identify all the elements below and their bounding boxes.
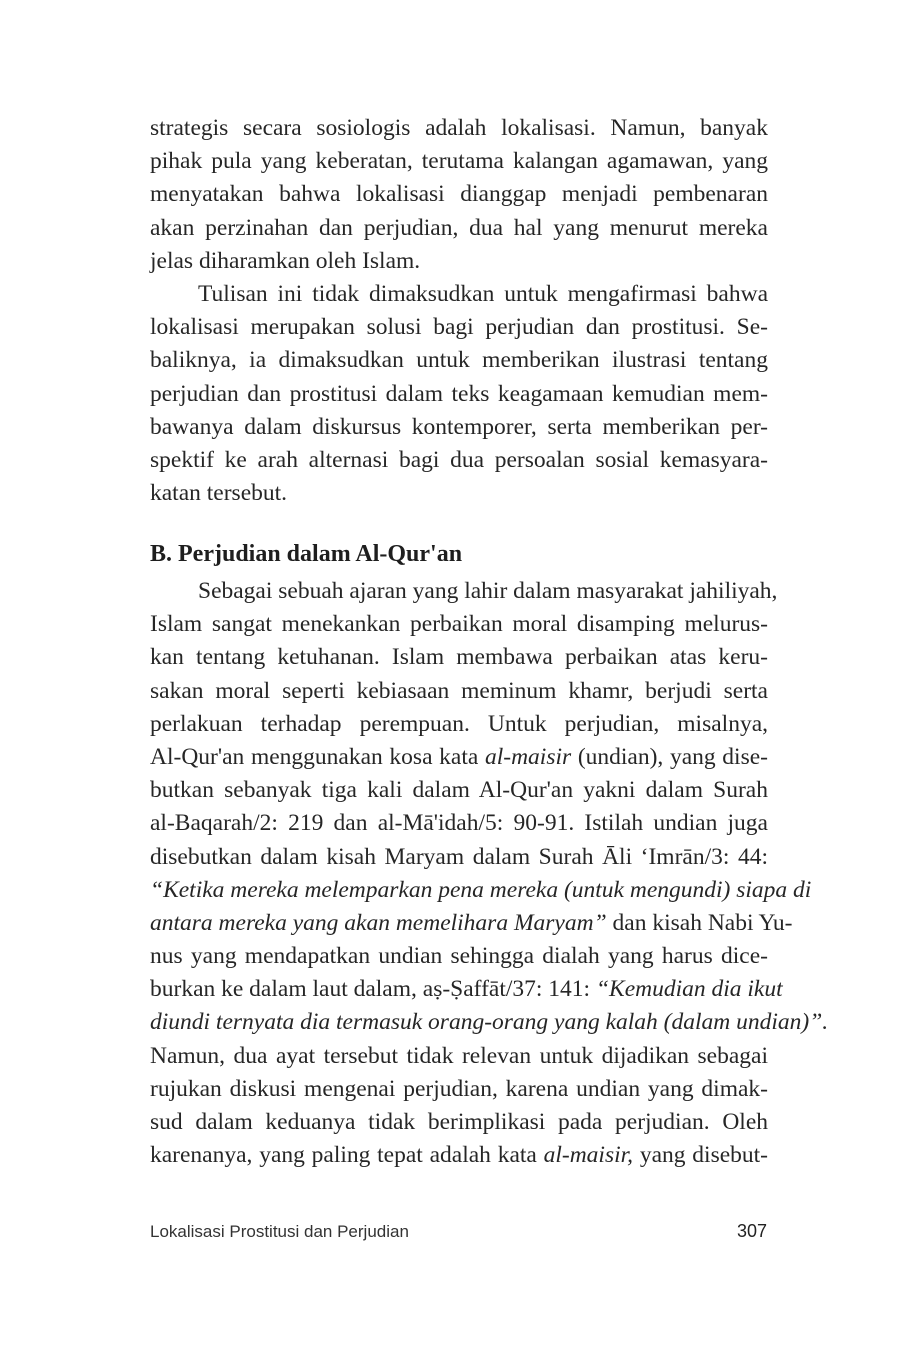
page-number: 307 <box>736 1221 767 1241</box>
text-line <box>150 874 812 907</box>
text-line: Islam sangat menekankan perbaikan moral disamping melurus- <box>150 611 768 638</box>
italic-term: al-maisir <box>484 743 572 770</box>
text-line <box>150 973 783 1006</box>
paragraph-continued <box>150 112 768 278</box>
section-heading: B. Perjudian dalam Al-Qur'an <box>150 541 463 567</box>
paragraph-purpose <box>150 278 768 510</box>
text-span: burkan ke dalam laut dalam, aṣ-Ṣaffāt/37: 141: <box>150 976 596 1003</box>
text-line: perjudian dan prostitusi dalam teks keagamaan kemudian mem- <box>150 380 768 407</box>
text-line <box>150 1006 829 1039</box>
text-line <box>150 907 793 940</box>
text-line: perlakuan terhadap perempuan. Untuk perjudian, misalnya, <box>150 710 768 737</box>
italic-quote: “Ketika mereka melemparkan pena mereka (untuk mengundi) siapa di <box>150 876 812 903</box>
text-line: akan perzinahan dan perjudian, dua hal yang menurut mereka <box>150 214 768 241</box>
text-line: disebutkan dalam kisah Maryam dalam Surah Āli ‘Imrān/3: 44: <box>150 843 768 870</box>
text-line: kan tentang ketuhanan. Islam membawa perbaikan atas keru- <box>150 644 768 671</box>
paragraph-gambling-quran <box>150 575 829 1172</box>
text-span: yang disebut- <box>633 1142 768 1169</box>
text-line: al-Baqarah/2: 219 dan al-Mā'idah/5: 90-91. Istilah undian juga <box>150 810 768 837</box>
italic-quote: diundi ternyata dia termasuk orang-orang yang kalah (dalam undian)”. <box>150 1009 829 1036</box>
text-line <box>150 741 768 774</box>
text-line: nus yang mendapatkan undian sehingga dialah yang harus dice- <box>150 943 768 970</box>
running-footer-title: Lokalisasi Prostitusi dan Perjudian <box>150 1222 409 1241</box>
text-line: menyatakan bahwa lokalisasi dianggap menjadi pembenaran <box>150 181 768 208</box>
text-line: Tulisan ini tidak dimaksudkan untuk mengafirmasi bahwa <box>198 281 768 307</box>
text-span: karenanya, yang paling tepat adalah kata <box>150 1142 544 1169</box>
text-line: rujukan diskusi mengenai perjudian, karena undian yang dimak- <box>150 1075 768 1102</box>
text-line: lokalisasi merupakan solusi bagi perjudian dan prostitusi. Se- <box>150 314 768 341</box>
text-span: (undian), yang dise- <box>571 743 768 770</box>
text-line: Sebagai sebuah ajaran yang lahir dalam masyarakat jahiliyah, <box>198 578 778 604</box>
text-span: dan kisah Nabi Yu- <box>606 909 793 936</box>
text-line: spektif ke arah alternasi bagi dua persoalan sosial kemasyara- <box>150 446 768 473</box>
text-line: pihak pula yang keberatan, terutama kalangan agamawan, yang <box>150 148 768 175</box>
text-line: butkan sebanyak tiga kali dalam Al-Qur'an yakni dalam Surah <box>150 777 768 804</box>
text-line: sud dalam keduanya tidak berimplikasi pada perjudian. Oleh <box>150 1109 768 1135</box>
text-line: baliknya, ia dimaksudkan untuk memberikan ilustrasi tentang <box>150 347 768 374</box>
text-line: strategis secara sosiologis adalah lokalisasi. Namun, banyak <box>150 115 768 141</box>
italic-quote: antara mereka yang akan memelihara Maryam” <box>150 909 607 936</box>
text-line: bawanya dalam diskursus kontemporer, serta memberikan per- <box>150 413 768 440</box>
text-line: jelas diharamkan oleh Islam. <box>150 247 421 274</box>
italic-quote: “Kemudian dia ikut <box>595 976 783 1003</box>
text-line: katan tersebut. <box>150 480 288 507</box>
text-line: Namun, dua ayat tersebut tidak relevan untuk dijadikan sebagai <box>150 1042 768 1069</box>
italic-term: al-maisir, <box>543 1142 634 1169</box>
text-line <box>150 1139 768 1172</box>
text-span: Al-Qur'an menggunakan kosa kata <box>150 743 485 770</box>
text-line: sakan moral seperti kebiasaan meminum khamr, berjudi serta <box>150 677 768 704</box>
